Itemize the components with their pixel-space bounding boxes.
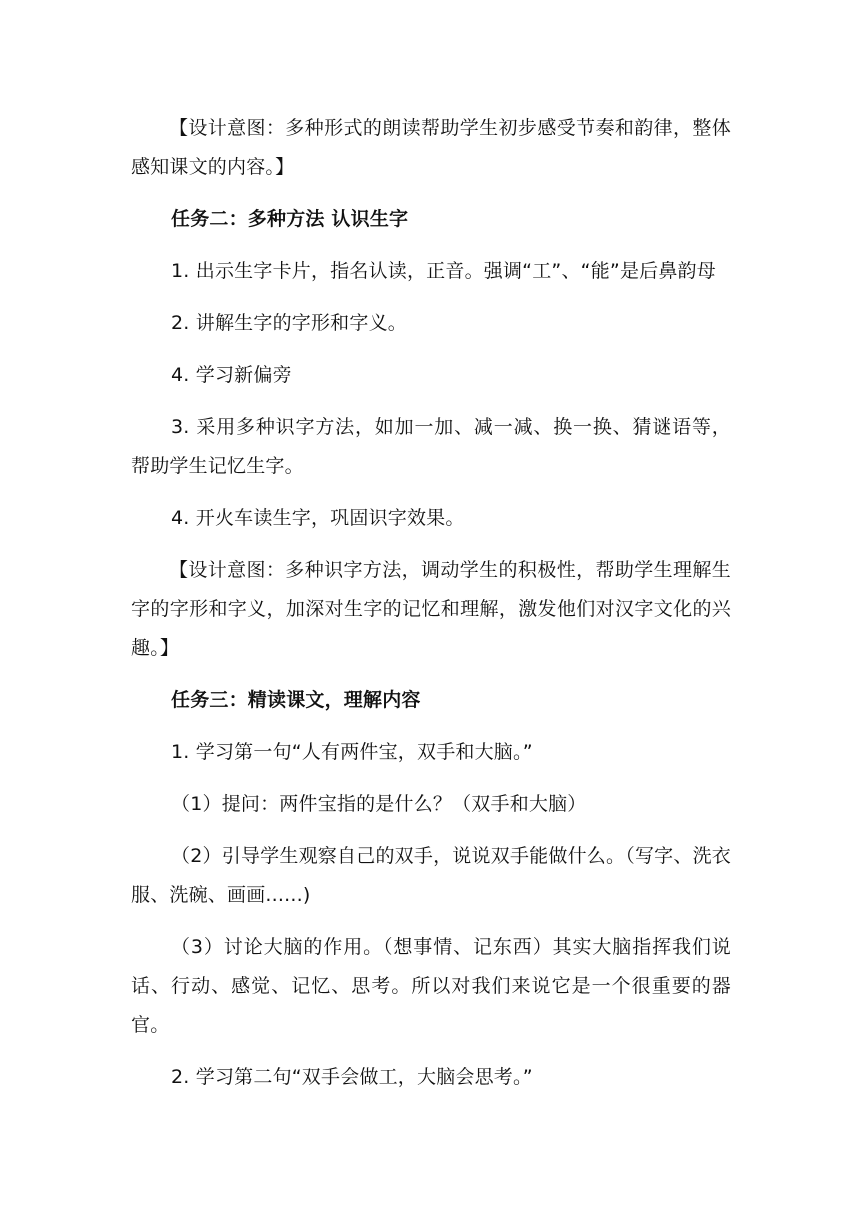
sub-step-item: （3）讨论大脑的作用。（想事情、记东西）其实大脑指挥我们说话、行动、感觉、记忆、思考。所以对我们来说它是一个很重要的器官。 xyxy=(131,936,731,1036)
step-item: 4. 学习新偏旁 xyxy=(171,364,292,386)
step-item: 1. 出示生字卡片，指名认读，正音。强调“工”、“能”是后鼻韵母 xyxy=(171,260,716,282)
sub-step-item: （2）引导学生观察自己的双手，说说双手能做什么。（写字、洗衣服、洗碗、画画......) xyxy=(131,845,731,906)
task-heading: 任务二：多种方法 认识生字 xyxy=(171,208,409,230)
task-heading: 任务三：精读课文，理解内容 xyxy=(171,689,421,711)
design-intent-note: 【设计意图：多种识字方法，调动学生的积极性，帮助学生理解生字的字形和字义，加深对生字的记忆和理解，激发他们对汉字文化的兴趣。】 xyxy=(131,559,731,659)
sub-step-item: （1）提问：两件宝指的是什么？（双手和大脑） xyxy=(171,793,587,815)
step-item: 4. 开火车读生字，巩固识字效果。 xyxy=(171,507,465,529)
step-item: 2. 学习第二句“双手会做工，大脑会思考。” xyxy=(171,1066,533,1088)
design-intent-note: 【设计意图：多种形式的朗读帮助学生初步感受节奏和韵律，整体感知课文的内容。】 xyxy=(131,117,731,178)
step-item: 2. 讲解生字的字形和字义。 xyxy=(171,312,407,334)
document-body xyxy=(131,109,731,1110)
step-item: 3. 采用多种识字方法，如加一加、减一减、换一换、猜谜语等，帮助学生记忆生字。 xyxy=(131,416,731,477)
step-item: 1. 学习第一句“人有两件宝，双手和大脑。” xyxy=(171,741,533,763)
